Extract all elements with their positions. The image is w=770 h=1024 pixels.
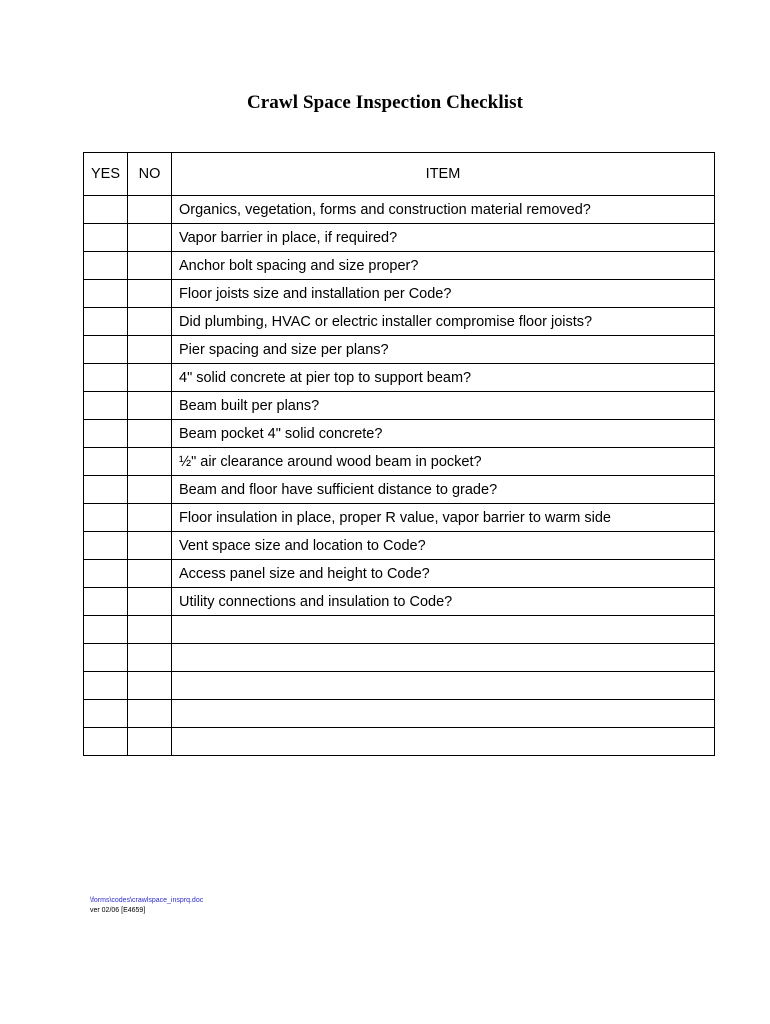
yes-checkbox-cell[interactable]	[84, 196, 128, 224]
item-text-cell	[172, 616, 715, 644]
page-title: Crawl Space Inspection Checklist	[246, 92, 524, 113]
item-text-cell	[172, 672, 715, 700]
item-text-cell: Pier spacing and size per plans?	[172, 336, 715, 364]
yes-checkbox-cell[interactable]	[84, 252, 128, 280]
no-checkbox-cell[interactable]	[128, 616, 172, 644]
no-checkbox-cell[interactable]	[128, 280, 172, 308]
yes-checkbox-cell[interactable]	[84, 448, 128, 476]
table-row	[84, 336, 715, 364]
table-row	[84, 644, 715, 672]
yes-checkbox-cell[interactable]	[84, 336, 128, 364]
yes-checkbox-cell[interactable]	[84, 476, 128, 504]
table-row	[84, 280, 715, 308]
version-label: ver 02/06 [E4659]	[90, 907, 146, 914]
item-text-cell: 4" solid concrete at pier top to support beam?	[172, 364, 715, 392]
item-text-cell: Access panel size and height to Code?	[172, 560, 715, 588]
yes-checkbox-cell[interactable]	[84, 700, 128, 728]
no-checkbox-cell[interactable]	[128, 504, 172, 532]
file-path-link[interactable]: \forms\codes\crawlspace_insprq.doc	[90, 897, 204, 904]
table-row	[84, 504, 715, 532]
no-checkbox-cell[interactable]	[128, 252, 172, 280]
yes-checkbox-cell[interactable]	[84, 308, 128, 336]
yes-checkbox-cell[interactable]	[84, 532, 128, 560]
yes-checkbox-cell[interactable]	[84, 616, 128, 644]
no-checkbox-cell[interactable]	[128, 700, 172, 728]
yes-checkbox-cell[interactable]	[84, 588, 128, 616]
no-checkbox-cell[interactable]	[128, 644, 172, 672]
table-row	[84, 392, 715, 420]
table-row	[84, 448, 715, 476]
yes-checkbox-cell[interactable]	[84, 224, 128, 252]
no-checkbox-cell[interactable]	[128, 588, 172, 616]
yes-checkbox-cell[interactable]	[84, 280, 128, 308]
no-checkbox-cell[interactable]	[128, 224, 172, 252]
no-checkbox-cell[interactable]	[128, 448, 172, 476]
no-checkbox-cell[interactable]	[128, 476, 172, 504]
table-row	[84, 224, 715, 252]
table-row	[84, 616, 715, 644]
no-column-header: NO	[128, 153, 172, 196]
yes-checkbox-cell[interactable]	[84, 728, 128, 756]
item-text-cell: Beam pocket 4" solid concrete?	[172, 420, 715, 448]
item-text-cell: Did plumbing, HVAC or electric installer compromise floor joists?	[172, 308, 715, 336]
item-text-cell	[172, 728, 715, 756]
checklist-body	[84, 196, 715, 756]
no-checkbox-cell[interactable]	[128, 728, 172, 756]
item-text-cell: Utility connections and insulation to Code?	[172, 588, 715, 616]
table-row	[84, 532, 715, 560]
item-text-cell: Anchor bolt spacing and size proper?	[172, 252, 715, 280]
no-checkbox-cell[interactable]	[128, 364, 172, 392]
no-checkbox-cell[interactable]	[128, 532, 172, 560]
item-text-cell: Floor insulation in place, proper R value, vapor barrier to warm side	[172, 504, 715, 532]
table-row	[84, 728, 715, 756]
yes-checkbox-cell[interactable]	[84, 560, 128, 588]
no-checkbox-cell[interactable]	[128, 392, 172, 420]
item-text-cell	[172, 644, 715, 672]
item-text-cell: ½" air clearance around wood beam in pocket?	[172, 448, 715, 476]
item-text-cell	[172, 700, 715, 728]
table-row	[84, 308, 715, 336]
yes-checkbox-cell[interactable]	[84, 420, 128, 448]
yes-checkbox-cell[interactable]	[84, 364, 128, 392]
footer	[90, 896, 203, 916]
table-row	[84, 196, 715, 224]
no-checkbox-cell[interactable]	[128, 196, 172, 224]
item-text-cell: Vent space size and location to Code?	[172, 532, 715, 560]
item-text-cell: Organics, vegetation, forms and construction material removed?	[172, 196, 715, 224]
table-row	[84, 700, 715, 728]
table-row	[84, 672, 715, 700]
table-row	[84, 588, 715, 616]
no-checkbox-cell[interactable]	[128, 420, 172, 448]
table-row	[84, 560, 715, 588]
item-text-cell: Vapor barrier in place, if required?	[172, 224, 715, 252]
table-row	[84, 364, 715, 392]
item-text-cell: Beam and floor have sufficient distance to grade?	[172, 476, 715, 504]
header-row	[84, 153, 715, 196]
item-text-cell: Beam built per plans?	[172, 392, 715, 420]
checklist-table	[83, 152, 715, 756]
table-row	[84, 420, 715, 448]
yes-checkbox-cell[interactable]	[84, 504, 128, 532]
item-text-cell: Floor joists size and installation per Code?	[172, 280, 715, 308]
no-checkbox-cell[interactable]	[128, 336, 172, 364]
table-row	[84, 476, 715, 504]
no-checkbox-cell[interactable]	[128, 308, 172, 336]
yes-checkbox-cell[interactable]	[84, 672, 128, 700]
table-row	[84, 252, 715, 280]
item-column-header: ITEM	[172, 153, 715, 196]
yes-checkbox-cell[interactable]	[84, 392, 128, 420]
yes-checkbox-cell[interactable]	[84, 644, 128, 672]
no-checkbox-cell[interactable]	[128, 672, 172, 700]
yes-column-header: YES	[84, 153, 128, 196]
no-checkbox-cell[interactable]	[128, 560, 172, 588]
